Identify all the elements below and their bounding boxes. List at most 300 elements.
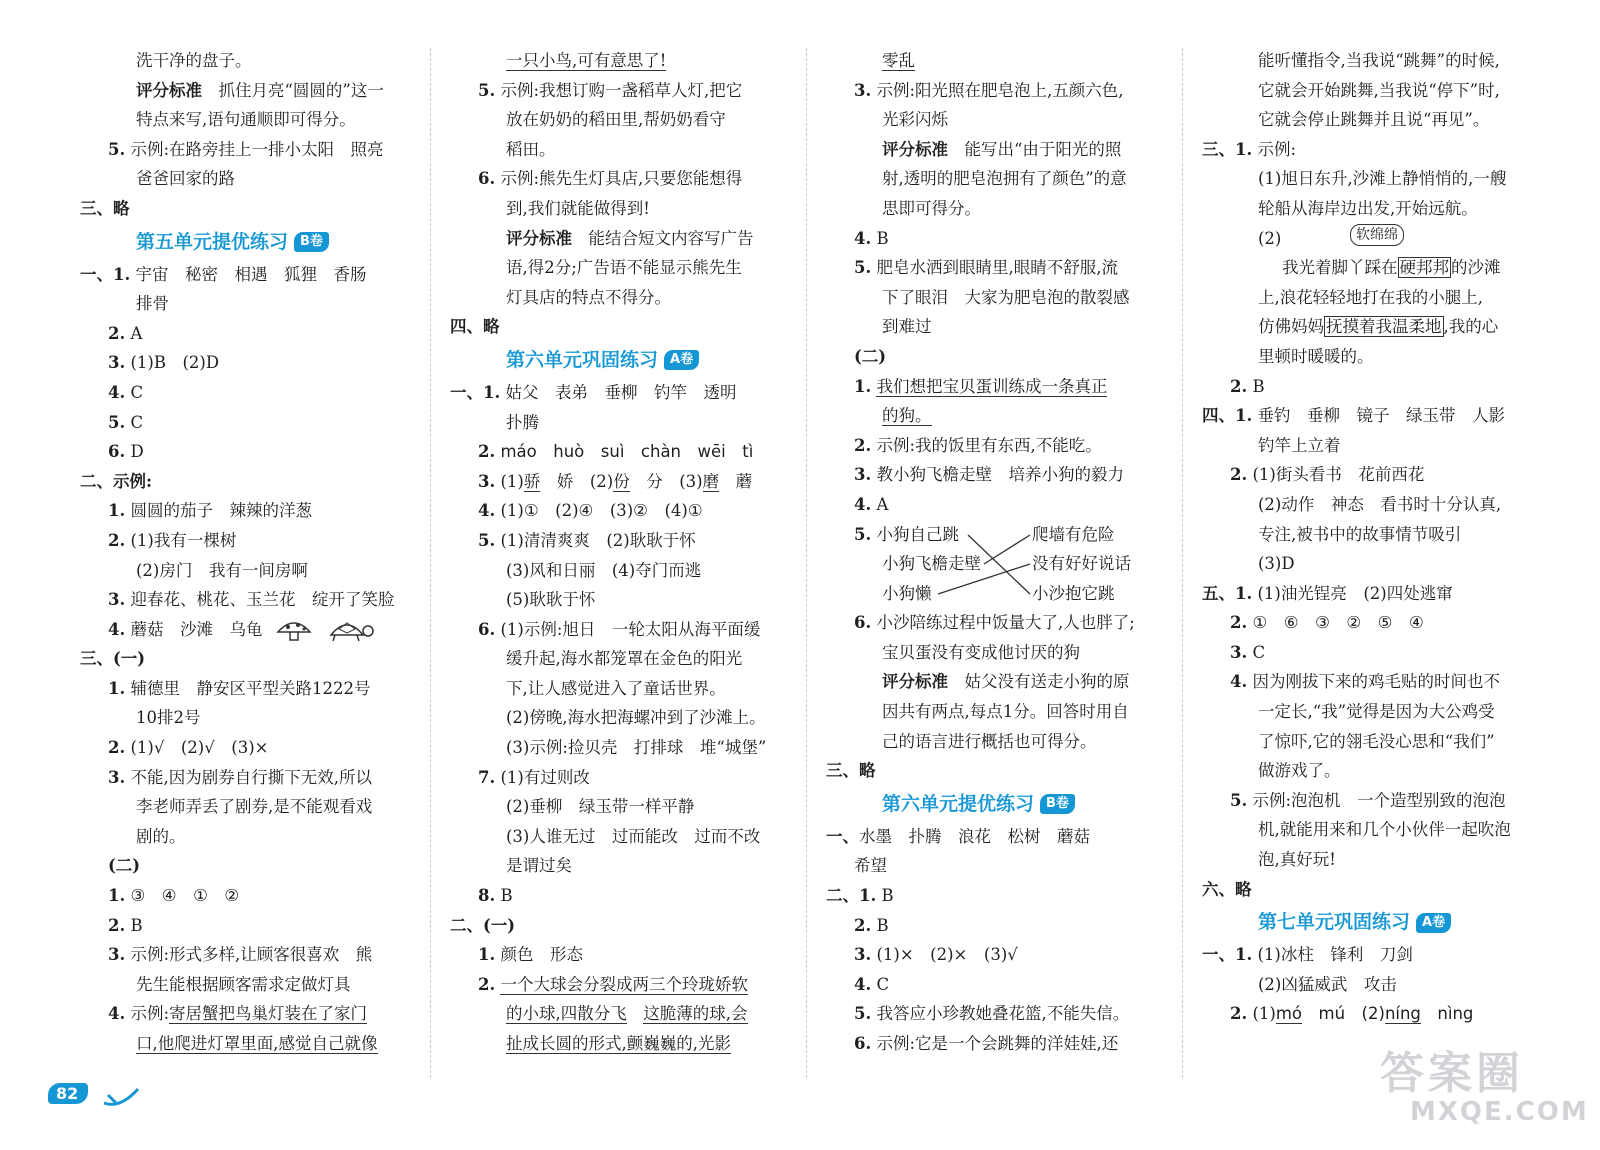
answer-text: 示例:阳光照在肥皂泡上,五颜六色,: [876, 80, 1124, 100]
underlined-text: 的小球,四散分飞: [506, 1004, 627, 1024]
answer-line: [450, 224, 795, 254]
answer-line: 稻田。: [506, 139, 556, 159]
item-number: 4.: [854, 494, 872, 514]
answer-text: A: [876, 494, 889, 514]
item-number: 3.: [1230, 642, 1248, 662]
answer-line: [1202, 608, 1547, 638]
item-number: 3.: [478, 471, 496, 491]
answer-line: 能听懂指令,当我说“跳舞”的时候,: [1258, 51, 1500, 70]
answer-line: [450, 940, 795, 970]
answer-text: nìng: [1420, 1004, 1474, 1024]
answer-line: [80, 496, 420, 526]
answer-line: [826, 253, 1172, 283]
answer-line: [80, 763, 420, 793]
answer-line: 扑腾: [506, 412, 539, 432]
item-number: 1.: [478, 945, 496, 965]
column-divider: [806, 48, 807, 1078]
scoring-label: 评分标准: [506, 228, 572, 248]
answer-text: (1)街头看书 花前西花: [1252, 465, 1425, 485]
scoring-label: 评分标准: [136, 80, 202, 100]
section-label: 三、略: [826, 761, 876, 781]
item-number: 1.: [854, 376, 872, 396]
item-number: 5.: [108, 139, 126, 159]
answer-line: 到,我们就能做得到!: [506, 198, 650, 218]
answer-line: [1202, 253, 1547, 283]
answer-text: (1)清清爽爽 (2)耿耿于怀: [500, 530, 696, 550]
answer-line: (3)风和日丽 (4)夺门而逃: [506, 560, 702, 580]
answer-line: 李老师弄丢了剧券,是不能观看戏: [136, 797, 373, 817]
answer-line: 缓升起,海水都笼罩在金色的阳光: [506, 649, 743, 669]
answer-line: [450, 76, 795, 106]
underlined-text: 的狗。: [882, 406, 932, 426]
item-number: 2.: [108, 915, 126, 935]
underlined-text: 零乱: [882, 51, 915, 70]
answer-text: (1)油光锃亮 (2)四处逃窜: [1257, 583, 1453, 603]
answer-line: 语,得2分;广告语不能显示熊先生: [506, 258, 742, 278]
answer-line: 下了眼泪 大家为肥皂泡的散裂感: [882, 287, 1130, 307]
answer-line: [450, 378, 795, 408]
answer-line: [826, 999, 1172, 1029]
answer-text: 小沙陪练过程中饭量大了,人也胖了;: [876, 613, 1135, 633]
unit-heading: [80, 225, 420, 259]
section-label: 六、略: [1202, 879, 1252, 899]
item-number: 一、1.: [450, 382, 501, 402]
answer-line: 思即可得分。: [882, 198, 981, 218]
answer-line: [826, 76, 1172, 106]
answer-line: 一定长,“我”觉得是因为大公鸡受: [1258, 702, 1495, 722]
answer-line: [450, 881, 795, 911]
item-number: 7.: [478, 767, 496, 787]
underlined-text: 一个大球会分裂成两三个玲珑娇软: [500, 974, 748, 994]
answer-line: [1202, 579, 1547, 609]
answer-text: 示例:形式多样,让顾客很喜欢 熊: [130, 945, 373, 965]
item-number: 5.: [854, 524, 872, 544]
item-number: 4.: [478, 501, 496, 521]
answer-text: A: [130, 323, 143, 343]
answer-line: (2)凶猛威武 攻击: [1258, 974, 1397, 994]
answer-line: [826, 431, 1172, 461]
answer-line: 爸爸回家的路: [136, 169, 235, 189]
boxed-text: 抚摸着我温柔地: [1326, 317, 1442, 337]
mushroom-icon: [274, 618, 314, 642]
answer-line: [826, 822, 1172, 852]
item-number: 2.: [1230, 376, 1248, 396]
answer-line: [1202, 401, 1547, 431]
answer-line: 希望: [854, 856, 887, 876]
answer-line: [450, 970, 795, 1000]
item-number: 6.: [478, 619, 496, 639]
answer-line: 了惊吓,它的翎毛没心思和“我们”: [1258, 731, 1495, 751]
item-number: 3.: [854, 80, 872, 100]
watermark-logo-text: 答案圈: [1380, 1048, 1524, 1099]
item-number: 5.: [854, 258, 872, 278]
answer-text: 抓住月亮“圆圆的”这一: [218, 80, 384, 100]
answer-line: [450, 467, 795, 497]
answer-line: 是谓过矣: [506, 856, 572, 876]
item-number: 8.: [478, 886, 496, 906]
answer-line: [80, 319, 420, 349]
answer-line: 机,就能用来和几个小伙伴一起吹泡: [1258, 820, 1511, 840]
answer-text: (1)冰柱 锋利 刀剑: [1257, 945, 1413, 965]
answer-line: [826, 224, 1172, 254]
item-number: 3.: [108, 767, 126, 787]
answer-line: [80, 881, 420, 911]
answer-text: 蘑菇 沙滩 乌龟: [130, 619, 263, 639]
section-label: (二): [108, 856, 141, 876]
item-number: 5.: [108, 412, 126, 432]
answer-text: ③ ④ ① ②: [130, 886, 240, 906]
answer-text: 姑父 表弟 垂柳 钓竿 透明: [505, 382, 737, 402]
unit-title: 第六单元提优练习: [882, 792, 1035, 815]
answer-line: [80, 674, 420, 704]
answer-line: 做游戏了。: [1258, 761, 1341, 781]
answer-line: [1202, 224, 1547, 254]
column-3: [826, 46, 1172, 1059]
answer-line: 射,透明的肥皂泡拥有了颜色”的意: [882, 169, 1127, 189]
answer-line: 下,让人感觉进入了童话世界。: [506, 678, 726, 698]
answer-text: C: [1252, 642, 1266, 662]
answer-line: [1202, 999, 1547, 1029]
unit-title: 第五单元提优练习: [136, 230, 289, 253]
answer-text: 示例:它是一个会跳舞的洋娃娃,还: [876, 1034, 1119, 1054]
item-number: 4.: [108, 1004, 126, 1024]
answer-text: 迎春花、桃花、玉兰花 绽开了笑脸: [130, 590, 395, 610]
underlined-text: 磨: [702, 471, 720, 491]
answer-text: 圆圆的茄子 辣辣的洋葱: [130, 501, 312, 521]
answer-line: 里顿时暖暖的。: [1258, 346, 1374, 366]
answer-line: [80, 76, 420, 106]
answer-text: mú (2): [1302, 1004, 1385, 1024]
answer-line: (1)旭日东升,沙滩上静悄悄的,一艘: [1258, 169, 1507, 189]
answer-text: B: [500, 886, 513, 906]
answer-line: [450, 164, 795, 194]
match-right-item: 小沙抱它跳: [1032, 583, 1115, 603]
unit-heading: [826, 787, 1172, 821]
answer-line: 洗干净的盘子。: [136, 51, 252, 70]
section-label: 三、略: [80, 198, 130, 218]
level-badge: A卷: [664, 350, 699, 370]
item-number: 四、1.: [1202, 406, 1253, 426]
answer-line: [450, 615, 795, 645]
answer-line: 排骨: [136, 294, 169, 314]
matching-lines: [826, 520, 1172, 609]
item-number: 5.: [1230, 790, 1248, 810]
item-number: 4.: [108, 382, 126, 402]
answer-text: (1)示例:旭日 一轮太阳从海平面缓: [500, 619, 761, 639]
answer-line: (2)垂柳 绿玉带一样平静: [506, 797, 695, 817]
item-number: 一、1.: [1202, 945, 1253, 965]
answer-line: [826, 1029, 1172, 1059]
answer-line: 专注,被书中的故事情节吸引: [1258, 524, 1462, 544]
item-number: 2.: [854, 915, 872, 935]
underlined-text: 寄居蟹把鸟巢灯装在了家门: [169, 1004, 368, 1024]
item-number: 3.: [108, 945, 126, 965]
answer-line: 宝贝蛋没有变成他讨厌的狗: [882, 642, 1080, 662]
page-number: 82: [48, 1083, 88, 1104]
item-number: 1.: [108, 886, 126, 906]
answer-text: B: [1252, 376, 1265, 396]
turtle-icon: [325, 617, 375, 643]
underlined-text: níng: [1384, 1004, 1421, 1024]
item-number: 4.: [854, 228, 872, 248]
answer-line: [1202, 312, 1547, 342]
answer-line: 到难过: [882, 317, 932, 337]
item-number: 2.: [1230, 1004, 1248, 1024]
underlined-text: mó: [1275, 1004, 1303, 1024]
answer-line: 钓竿上立着: [1258, 435, 1341, 455]
boxed-text: 硬邦邦: [1399, 258, 1449, 278]
item-number: 2.: [854, 435, 872, 455]
column-4: [1202, 46, 1547, 1029]
answer-line: 剧的。: [136, 826, 186, 846]
level-badge: A卷: [1416, 913, 1451, 933]
unit-heading: [450, 343, 795, 377]
answer-text: 仿佛妈妈: [1258, 317, 1324, 337]
answer-text: B: [881, 886, 894, 906]
answer-line: [826, 401, 1172, 431]
answer-line: [80, 348, 420, 378]
item-number: 2.: [478, 974, 496, 994]
answer-line: (3)人谁无过 过而能改 过而不改: [506, 826, 761, 846]
item-number: 1.: [108, 501, 126, 521]
item-number: 五、1.: [1202, 583, 1253, 603]
answer-line: (2)房门 我有一间房啊: [136, 560, 308, 580]
answer-line: [826, 667, 1172, 697]
column-2: [450, 46, 795, 1059]
answer-line: [826, 46, 1172, 76]
answer-text: 颜色 形态: [500, 945, 583, 965]
item-number: 5.: [478, 530, 496, 550]
answer-text: [627, 1004, 644, 1023]
level-badge: B卷: [1040, 794, 1075, 814]
item-number: 2.: [108, 738, 126, 758]
answer-line: 泡,真好玩!: [1258, 850, 1336, 870]
unit-title: 第六单元巩固练习: [506, 348, 659, 371]
answer-text: (1)√ (2)√ (3)×: [130, 738, 269, 758]
answer-text: 示例:我的饭里有东西,不能吃。: [876, 435, 1102, 455]
answer-text: 肥皂水洒到眼睛里,眼睛不舒服,流: [876, 258, 1118, 278]
answer-line: [80, 940, 420, 970]
answer-line: 灯具店的特点不得分。: [506, 287, 671, 307]
column-1: [80, 46, 420, 1059]
answer-line: [1202, 940, 1547, 970]
answer-text: C: [876, 974, 890, 994]
answer-line: 上,浪花轻轻地打在我的小腿上,: [1258, 287, 1483, 307]
item-number: 4.: [1230, 672, 1248, 692]
answer-line: [826, 881, 1172, 911]
answer-line: 先生能根据顾客需求定做灯具: [136, 974, 351, 994]
unit-heading: [1202, 905, 1547, 939]
section-label: 四、略: [450, 317, 500, 337]
answer-text: 我光着脚丫踩在: [1282, 258, 1398, 278]
underlined-text: 份: [613, 471, 630, 491]
answer-text: B: [876, 915, 889, 935]
answer-line: (2)傍晚,海水把海螺冲到了沙滩上。: [506, 708, 766, 728]
answer-line: [450, 526, 795, 556]
answer-text: 示例:: [130, 1004, 170, 1024]
answer-text: 示例:泡泡机 一个造型别致的泡泡: [1252, 790, 1506, 810]
answer-line: [826, 490, 1172, 520]
scoring-label: 评分标准: [882, 139, 948, 159]
answer-line: [450, 1029, 795, 1059]
answer-line: [826, 135, 1172, 165]
answer-line: [450, 46, 795, 76]
match-left-item: 小狗懒: [882, 583, 932, 603]
item-number: 3.: [108, 353, 126, 373]
item-number: 4.: [854, 974, 872, 994]
answer-text: (1): [1252, 1004, 1276, 1024]
item-number: 3.: [108, 590, 126, 610]
column-divider: [1182, 48, 1183, 1078]
answer-line: 放在奶奶的稻田里,帮奶奶看守: [506, 110, 726, 130]
answer-text: (1)我有一棵树: [130, 530, 237, 550]
scoring-label: 评分标准: [882, 672, 948, 692]
match-right-item: 没有好好说话: [1032, 554, 1131, 574]
answer-text: 能写出“由于阳光的照: [964, 139, 1122, 159]
answer-text: 示例:在路旁挂上一排小太阳 照亮: [130, 139, 384, 159]
answer-line: [450, 763, 795, 793]
answer-text: C: [130, 412, 144, 432]
answer-line: [80, 911, 420, 941]
answer-text: 娇 (2): [540, 471, 614, 491]
answer-text: (1)B (2)D: [130, 353, 220, 373]
answer-text: C: [130, 382, 144, 402]
match-right-item: 爬墙有危险: [1032, 524, 1115, 544]
answer-line: (5)耿耿于怀: [506, 590, 596, 610]
answer-line: [80, 585, 420, 615]
answer-text: máo huò suì chàn wēi tì: [500, 442, 754, 462]
answer-line: [80, 378, 420, 408]
answer-text: 因为刚拔下来的鸡毛贴的时间也不: [1252, 672, 1500, 692]
underlined-text: 我们想把宝贝蛋训练成一条真正: [876, 376, 1108, 396]
answer-text: ,我的心: [1443, 317, 1499, 337]
answer-line: [80, 1029, 420, 1059]
answer-line: [80, 615, 420, 645]
underlined-text: 这脆薄的球,会: [643, 1004, 748, 1024]
answer-text: 能结合短文内容写广告: [588, 228, 754, 248]
answer-line: 它就会开始跳舞,当我说“停下”时,: [1258, 80, 1500, 100]
answer-line: [826, 608, 1172, 638]
answer-text: 教小狗飞檐走壁 培养小狗的毅力: [876, 465, 1124, 485]
answer-line: [1202, 667, 1547, 697]
answer-text: B: [876, 228, 889, 248]
answer-text: 示例:: [1257, 139, 1297, 159]
item-number: 6.: [478, 169, 496, 189]
item-number: 5.: [854, 1004, 872, 1024]
item-number: 一、1.: [80, 264, 131, 284]
item-number: 4.: [108, 619, 126, 639]
answer-line: 轮船从海岸边出发,开始远航。: [1258, 198, 1478, 218]
answer-text: (1)① (2)④ (3)② (4)①: [500, 501, 703, 521]
correction-bubble: 软绵绵: [1350, 224, 1404, 246]
answer-line: [826, 970, 1172, 1000]
section-label: 二、示例:: [80, 471, 153, 491]
item-number: 3.: [854, 945, 872, 965]
section-label: (二): [854, 346, 887, 366]
item-number: 2.: [1230, 613, 1248, 633]
answer-line: 光彩闪烁: [882, 110, 948, 130]
answer-text: 示例:熊先生灯具店,只要您能想得: [500, 169, 743, 189]
answer-text: 分 (3): [629, 471, 703, 491]
item-number: 2.: [1230, 465, 1248, 485]
item-number: 3.: [854, 465, 872, 485]
item-number: 6.: [854, 1034, 872, 1054]
answer-text: B: [130, 915, 143, 935]
answer-line: [1202, 786, 1547, 816]
answer-line: 它就会停止跳舞并且说“再见”。: [1258, 110, 1490, 130]
answer-line: (3)D: [1258, 554, 1295, 574]
level-badge: B卷: [294, 232, 329, 252]
underlined-text: 扯成长圆的形式,颤巍巍的,光影: [506, 1034, 731, 1053]
item-number: 6.: [854, 613, 872, 633]
answer-text: (1)× (2)× (3)√: [876, 945, 1018, 965]
underlined-text: 一只小鸟,可有意思了!: [506, 51, 667, 70]
page-swoosh-icon: [102, 1081, 142, 1109]
answer-line: [1202, 638, 1547, 668]
answer-line: [450, 496, 795, 526]
answer-text: 我答应小珍教她叠花篮,不能失信。: [876, 1004, 1130, 1024]
item-number: 1.: [108, 678, 126, 698]
item-number: 2.: [108, 530, 126, 550]
answer-line: [826, 372, 1172, 402]
section-label: 三、(一): [80, 649, 146, 669]
answer-line: (3)示例:捡贝壳 打排球 堆“城堡”: [506, 738, 767, 758]
underlined-text: 口,他爬进灯罩里面,感觉自己就像: [136, 1034, 378, 1053]
unit-title: 第七单元巩固练习: [1258, 911, 1411, 934]
answer-text: (1): [500, 471, 524, 491]
item-number: 一、: [826, 826, 859, 846]
answer-text: 不能,因为剧券自行撕下无效,所以: [130, 767, 372, 787]
matching-exercise: [826, 520, 1172, 609]
section-label: 二、(一): [450, 915, 516, 935]
item-number: 二、1.: [826, 886, 877, 906]
answer-line: [1202, 372, 1547, 402]
answer-line: [450, 437, 795, 467]
answer-line: 10排2号: [136, 708, 201, 728]
answer-line: [450, 999, 795, 1029]
answer-text: 水墨 扑腾 浪花 松树 蘑菇: [859, 826, 1090, 846]
answer-line: [826, 460, 1172, 490]
match-left-item: 小狗飞檐走壁: [882, 554, 981, 574]
item-number: 2.: [108, 323, 126, 343]
item-number: 三、1.: [1202, 139, 1253, 159]
item-number: 5.: [478, 80, 496, 100]
answer-line: [80, 733, 420, 763]
answer-line: [80, 526, 420, 556]
match-left-item: 小狗自己跳: [876, 524, 959, 544]
answer-line: [1202, 135, 1547, 165]
answer-text: 宇宙 秘密 相遇 狐狸 香肠: [135, 264, 367, 284]
answer-line: [80, 135, 420, 165]
answer-line: (2)动作 神态 看书时十分认真,: [1258, 494, 1502, 514]
item-number: 2.: [478, 442, 496, 462]
answer-text: 姑父没有送走小狗的原: [964, 672, 1130, 692]
watermark: [1380, 1050, 1589, 1126]
watermark-url: MXQE.COM: [1410, 1097, 1589, 1127]
answer-line: [80, 260, 420, 290]
answer-text: 辅德里 静安区平型关路1222号: [130, 678, 371, 698]
answer-text: (1)有过则改: [500, 767, 590, 787]
answer-text: 蘑: [719, 471, 753, 491]
answer-line: 己的语言进行概括也可得分。: [882, 731, 1097, 751]
answer-line: 特点来写,语句通顺即可得分。: [136, 110, 356, 130]
item-number: 6.: [108, 442, 126, 462]
answer-line: [80, 999, 420, 1029]
answer-text: 垂钓 垂柳 镜子 绿玉带 人影: [1257, 406, 1505, 426]
column-divider: [430, 48, 431, 1078]
answer-text: ① ⑥ ③ ② ⑤ ④: [1252, 613, 1424, 633]
answer-line: [826, 911, 1172, 941]
